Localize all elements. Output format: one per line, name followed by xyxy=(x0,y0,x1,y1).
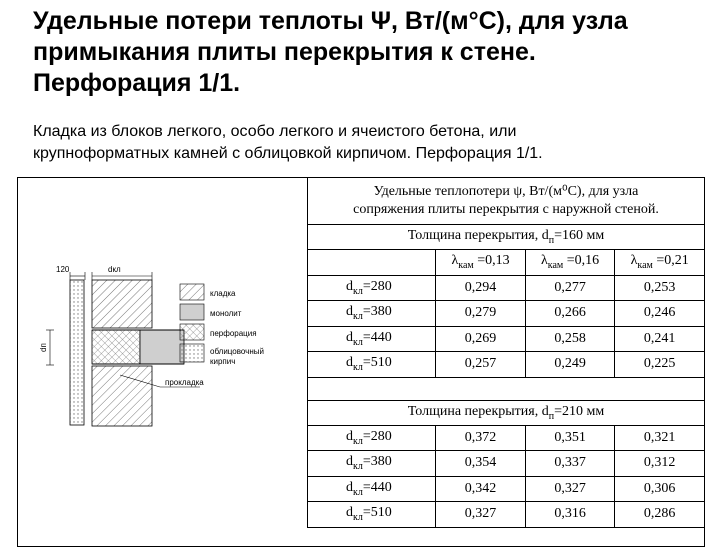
gasket-label: прокладка xyxy=(165,378,204,387)
row-prefix: d xyxy=(346,304,353,320)
dim-dkl-label: dкл xyxy=(108,265,121,274)
thickness-prefix: Толщина перекрытия, d xyxy=(407,403,549,419)
row-sub: кл xyxy=(353,435,363,447)
table-cell: 0,337 xyxy=(525,451,615,477)
table-row xyxy=(308,275,705,301)
lambda-header xyxy=(615,250,705,276)
table-row xyxy=(308,352,705,378)
legend-brick-2: кирпич xyxy=(210,357,236,366)
row-value: =440 xyxy=(362,329,392,345)
thickness-value: =160 мм xyxy=(554,228,605,244)
facing-brick-layer xyxy=(70,280,84,425)
table-cell: 0,321 xyxy=(615,425,705,451)
table-cell: 0,279 xyxy=(436,301,526,327)
table-cell: 0,286 xyxy=(615,502,705,528)
legend-swatch-masonry xyxy=(180,284,204,300)
heat-loss-table xyxy=(307,177,705,528)
table-header xyxy=(308,178,705,225)
row-prefix: d xyxy=(346,479,353,495)
table-cell: 0,354 xyxy=(436,451,526,477)
title-line: Удельные потери теплоты Ψ, Вт/(м°С), для узла xyxy=(33,7,628,35)
dim-120-label: 120 xyxy=(56,265,70,274)
table-cell: 0,258 xyxy=(525,326,615,352)
table-cell: 0,241 xyxy=(615,326,705,352)
table-cell: 0,351 xyxy=(525,425,615,451)
legend-swatch-monolith xyxy=(180,304,204,320)
table-row xyxy=(308,326,705,352)
masonry-lower xyxy=(92,366,152,426)
page-title xyxy=(33,6,713,99)
row-value: =510 xyxy=(362,505,392,521)
row-label xyxy=(308,352,436,378)
row-value: =510 xyxy=(362,355,392,371)
subtitle-line: крупноформатных камней с облицовкой кирпичом. Перфорация 1/1. xyxy=(33,145,543,162)
row-label xyxy=(308,451,436,477)
thickness-cell xyxy=(308,225,705,250)
table-row xyxy=(308,301,705,327)
legend-masonry: кладка xyxy=(210,289,236,298)
row-prefix: d xyxy=(346,454,353,470)
row-sub: кл xyxy=(353,512,363,524)
row-label xyxy=(308,476,436,502)
table-cell: 0,253 xyxy=(615,275,705,301)
title-line: примыкания плиты перекрытия к стене. xyxy=(33,38,536,66)
legend-swatch-brick xyxy=(180,344,204,362)
table-cell: 0,372 xyxy=(436,425,526,451)
thickness-sub: п xyxy=(548,410,555,422)
slab-perforation xyxy=(92,330,140,364)
row-sub: кл xyxy=(353,362,363,374)
thickness-cell xyxy=(308,400,705,425)
thickness-row xyxy=(308,400,705,425)
row-value: =440 xyxy=(362,479,392,495)
table-row xyxy=(308,502,705,528)
legend-swatch-perforation xyxy=(180,324,204,340)
row-value: =380 xyxy=(362,304,392,320)
row-prefix: d xyxy=(346,428,353,444)
row-label xyxy=(308,502,436,528)
row-sub: кл xyxy=(353,461,363,473)
thickness-sub: п xyxy=(548,234,555,246)
lambda-header xyxy=(436,250,526,276)
table-row xyxy=(308,425,705,451)
page-subtitle xyxy=(33,121,713,165)
slab-monolith xyxy=(140,330,184,364)
lambda-row xyxy=(308,250,705,276)
legend-brick-1: облицовочный xyxy=(210,347,264,356)
row-label xyxy=(308,326,436,352)
table-cell: 0,306 xyxy=(615,476,705,502)
table-cell: 0,266 xyxy=(525,301,615,327)
title-line: Перфорация 1/1. xyxy=(33,69,241,97)
table-cell: 0,246 xyxy=(615,301,705,327)
table-cell: 0,294 xyxy=(436,275,526,301)
table-header-line: сопряжения плиты перекрытия с наружной стеной. xyxy=(353,202,659,217)
legend-monolith: монолит xyxy=(210,309,242,318)
masonry-upper xyxy=(92,280,152,328)
table-row xyxy=(308,451,705,477)
table-row xyxy=(308,476,705,502)
table-cell: 0,225 xyxy=(615,352,705,378)
spacer-cell xyxy=(308,377,705,400)
table-cell: 0,269 xyxy=(436,326,526,352)
row-value: =380 xyxy=(362,454,392,470)
legend-perforation: перфорация xyxy=(210,329,257,338)
lambda-symbol: λ xyxy=(630,253,638,269)
table-cell: 0,312 xyxy=(615,451,705,477)
table-header-row xyxy=(308,178,705,225)
row-sub: кл xyxy=(353,486,363,498)
row-sub: кл xyxy=(353,285,363,297)
lambda-sub: кам xyxy=(458,260,474,272)
lambda-symbol: λ xyxy=(451,253,459,269)
row-prefix: d xyxy=(346,505,353,521)
table-cell: 0,342 xyxy=(436,476,526,502)
lambda-header xyxy=(525,250,615,276)
row-value: =280 xyxy=(362,278,392,294)
row-sub: кл xyxy=(353,336,363,348)
lambda-symbol: λ xyxy=(540,253,548,269)
row-value: =280 xyxy=(362,428,392,444)
row-prefix: d xyxy=(346,329,353,345)
thickness-row xyxy=(308,225,705,250)
row-label xyxy=(308,275,436,301)
junction-drawing xyxy=(20,180,306,540)
spacer-row xyxy=(308,377,705,400)
table-cell: 0,327 xyxy=(436,502,526,528)
lambda-value: =0,13 xyxy=(473,253,510,269)
lambda-value: =0,16 xyxy=(563,253,600,269)
table-header-line: Удельные теплопотери ψ, Вт/(м⁰С), для узла xyxy=(373,184,639,199)
lambda-value: =0,21 xyxy=(652,253,689,269)
row-label xyxy=(308,301,436,327)
row-prefix: d xyxy=(346,278,353,294)
row-prefix: d xyxy=(346,355,353,371)
lambda-sub: кам xyxy=(637,260,653,272)
thickness-value: =210 мм xyxy=(554,403,605,419)
dim-dp-label: dп xyxy=(39,343,48,352)
subtitle-line: Кладка из блоков легкого, особо легкого и ячеистого бетона, или xyxy=(33,123,517,140)
empty-cell xyxy=(308,250,436,276)
table-cell: 0,257 xyxy=(436,352,526,378)
table-cell: 0,277 xyxy=(525,275,615,301)
lambda-sub: кам xyxy=(547,260,564,272)
row-label xyxy=(308,425,436,451)
row-sub: кл xyxy=(353,311,363,323)
thickness-prefix: Толщина перекрытия, d xyxy=(407,228,549,244)
table-cell: 0,316 xyxy=(525,502,615,528)
table-cell: 0,249 xyxy=(525,352,615,378)
table-cell: 0,327 xyxy=(525,476,615,502)
